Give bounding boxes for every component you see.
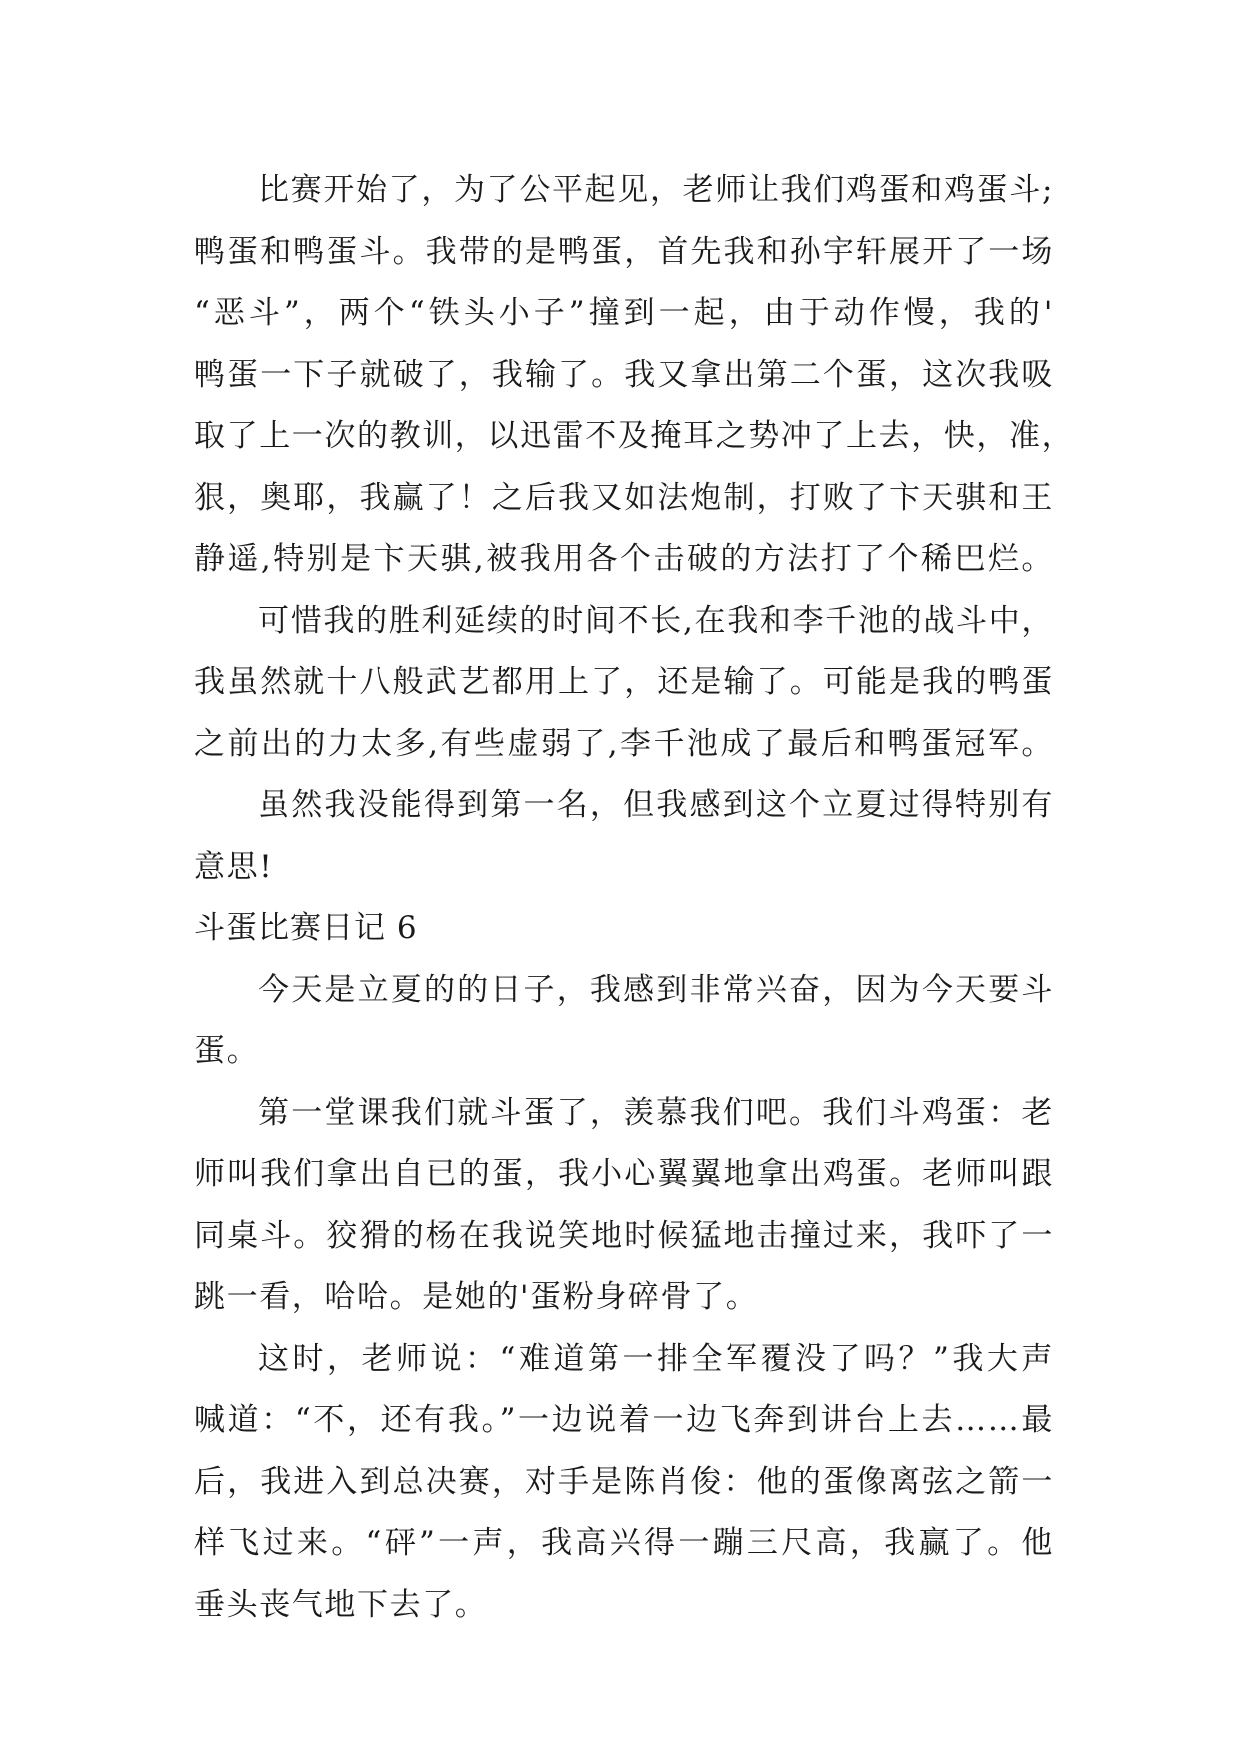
text-line: 意思! [194,848,274,885]
text-line: 喊道：“不，还有我。”一边说着一边飞奔到讲台上去……最 [194,1402,1054,1438]
text-line: 这时，老师说：“难道第一排全军覆没了吗？”我大声 [258,1340,1054,1377]
text-line: 比赛开始了，为了公平起见，老师让我们鸡蛋和鸡蛋斗; [258,172,1054,208]
text-line: 鸭蛋一下子就破了，我输了。我又拿出第二个蛋，这次我吸 [194,356,1054,393]
document-body [194,160,1075,1636]
text-line: 第一堂课我们就斗蛋了，羡慕我们吧。我们斗鸡蛋：老 [258,1094,1054,1131]
text-line: 蛋。 [194,1033,260,1069]
text-line: 虽然我没能得到第一名，但我感到这个立夏过得特别有 [258,787,1054,823]
text-line: 跳一看，哈哈。是她的'蛋粉身碎骨了。 [194,1279,759,1315]
text-line: 静遥,特别是卞天骐,被我用各个击破的方法打了个稀巴烂。 [194,541,1054,577]
text-line: 狠，奥耶，我赢了！之后我又如法炮制，打败了卞天骐和王 [194,479,1054,516]
text-line: 我虽然就十八般武艺都用上了，还是输了。可能是我的鸭蛋 [194,664,1054,700]
text-line: 垂头丧气地下去了。 [194,1586,488,1623]
text-line: 之前出的力太多,有些虚弱了,李千池成了最后和鸭蛋冠军。 [194,725,1054,762]
text-line: 可惜我的胜利延续的时间不长,在我和李千池的战斗中， [258,602,1054,639]
text-line: 后，我进入到总决赛，对手是陈肖俊：他的蛋像离弦之箭一 [194,1463,1054,1500]
text-line: “恶斗”，两个“铁头小子”撞到一起，由于动作慢，我的' [194,295,1054,331]
text-line: 师叫我们拿出自已的蛋，我小心翼翼地拿出鸡蛋。老师叫跟 [194,1156,1054,1192]
text-line: 同桌斗。狡猾的杨在我说笑地时候猛地击撞过来，我吓了一 [194,1217,1054,1254]
text-line: 取了上一次的教训，以迅雷不及掩耳之势冲了上去，快，准， [194,418,1075,454]
section-heading: 斗蛋比赛日记 6 [194,910,418,946]
text-line: 鸭蛋和鸭蛋斗。我带的是鸭蛋，首先我和孙宇轩展开了一场 [194,233,1054,270]
text-line: 样飞过来。“砰”一声，我高兴得一蹦三尺高，我赢了。他 [194,1525,1054,1561]
text-line: 今天是立夏的的日子，我感到非常兴奋，因为今天要斗 [258,971,1054,1008]
